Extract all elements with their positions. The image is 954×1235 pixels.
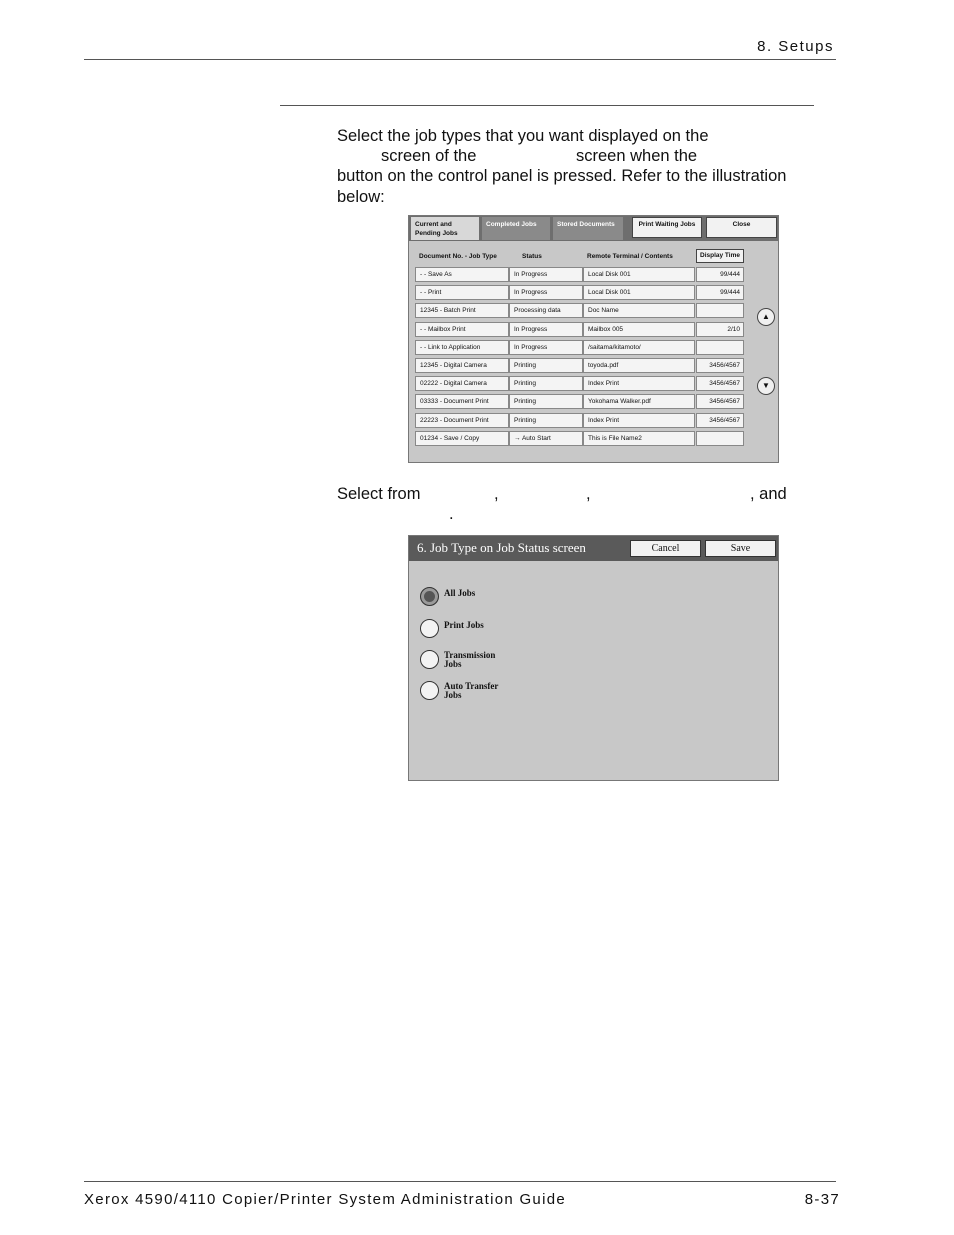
tab-stored-documents[interactable]: Stored Documents [553,217,623,240]
remote-cell: /saitama/kitamoto/ [583,340,695,355]
print-waiting-jobs-button[interactable]: Print Waiting Jobs [632,217,702,238]
save-button[interactable]: Save [705,540,776,557]
radio-option-3[interactable] [420,681,439,700]
tab-current-pending[interactable]: Current and Pending Jobs [411,217,479,240]
scroll-down-button[interactable] [757,377,775,395]
header-rule [84,59,836,60]
radio-label-line: Jobs [444,659,462,669]
tab-bar [409,216,778,241]
radio-label [444,621,484,630]
job-type-cell: - - Save As [415,267,509,282]
job-type-screenshot [408,535,779,781]
status-cell: Processing data [509,303,583,318]
select-comma-1: , [494,485,499,503]
column-header-status: Status [522,253,542,260]
remote-cell: Index Print [583,376,695,391]
intro-line-4: below: [337,188,385,206]
job-type-cell: 12345 - Digital Camera [415,358,509,373]
count-cell: 3456/4567 [696,376,744,391]
count-cell [696,340,744,355]
section-rule [280,105,814,106]
remote-cell: Yokohama Walker.pdf [583,394,695,409]
radio-option-1[interactable] [420,619,439,638]
intro-paragraph [337,126,817,210]
radio-label-line: Print Jobs [444,620,484,630]
job-type-cell: 12345 - Batch Print [415,303,509,318]
remote-cell: This is File Name2 [583,431,695,446]
radio-label [444,589,475,598]
status-cell: In Progress [509,285,583,300]
select-and: , and [750,485,787,503]
intro-line-1: Select the job types that you want displayed on the [337,127,709,145]
status-cell: In Progress [509,340,583,355]
status-cell: → Auto Start [509,431,583,446]
select-comma-2: , [586,485,591,503]
count-cell: 3456/4567 [696,358,744,373]
status-cell: Printing [509,358,583,373]
count-cell: 99/444 [696,267,744,282]
intro-line-3: button on the control panel is pressed. Refer to the illustration [337,167,787,185]
job-row[interactable] [415,303,745,318]
job-row[interactable] [415,322,745,337]
job-row[interactable] [415,431,745,446]
radio-option-2[interactable] [420,650,439,669]
job-row[interactable] [415,267,745,282]
status-cell: Printing [509,376,583,391]
select-from-label: Select from [337,485,421,503]
count-cell: 2/10 [696,322,744,337]
job-type-title: 6. Job Type on Job Status screen [417,540,586,555]
job-type-title-bar [409,536,778,561]
count-cell: 3456/4567 [696,413,744,428]
footer-rule [84,1181,836,1182]
job-row[interactable] [415,394,745,409]
scroll-down-icon: ▼ [762,381,770,390]
status-cell: Printing [509,413,583,428]
job-type-cell: - - Mailbox Print [415,322,509,337]
status-cell: In Progress [509,267,583,282]
intro-line-2a: screen of the [381,147,477,165]
intro-line-2b: screen when the [576,147,698,165]
display-time-button[interactable]: Display Time [696,249,744,263]
job-row[interactable] [415,358,745,373]
remote-cell: Local Disk 001 [583,267,695,282]
radio-label [444,682,498,700]
job-type-cell: 01234 - Save / Copy [415,431,509,446]
column-header-remote: Remote Terminal / Contents [587,253,673,260]
job-row[interactable] [415,285,745,300]
select-period: . [449,505,454,523]
job-type-cell: - - Print [415,285,509,300]
scroll-up-icon: ▲ [762,312,770,321]
radio-label-line: Transmission [444,650,496,660]
radio-label-line: Jobs [444,690,462,700]
status-cell: In Progress [509,322,583,337]
job-row[interactable] [415,340,745,355]
job-type-cell: 22223 - Document Print [415,413,509,428]
remote-cell: Local Disk 001 [583,285,695,300]
count-cell: 99/444 [696,285,744,300]
cancel-button[interactable]: Cancel [630,540,701,557]
scroll-up-button[interactable] [757,308,775,326]
radio-label-line: Auto Transfer [444,681,499,691]
radio-label [444,651,495,669]
remote-cell: toyoda.pdf [583,358,695,373]
radio-label-line: All Jobs [444,588,476,598]
count-cell: 3456/4567 [696,394,744,409]
remote-cell: Index Print [583,413,695,428]
job-status-screenshot [408,215,779,463]
remote-cell: Mailbox 005 [583,322,695,337]
job-type-cell: 03333 - Document Print [415,394,509,409]
column-header-doc: Document No. - Job Type [419,253,497,260]
close-button[interactable]: Close [706,217,777,238]
status-cell: Printing [509,394,583,409]
footer-title: Xerox 4590/4110 Copier/Printer System Administration Guide [84,1191,566,1208]
remote-cell: Doc Name [583,303,695,318]
job-row[interactable] [415,413,745,428]
tab-completed-jobs[interactable]: Completed Jobs [482,217,550,240]
job-row[interactable] [415,376,745,391]
section-header: 8. Setups [757,38,834,55]
job-type-cell: 02222 - Digital Camera [415,376,509,391]
select-paragraph [337,484,817,526]
page-number: 8-37 [804,1191,840,1208]
job-type-cell: - - Link to Application [415,340,509,355]
count-cell [696,431,744,446]
radio-option-0[interactable] [420,587,439,606]
count-cell [696,303,744,318]
